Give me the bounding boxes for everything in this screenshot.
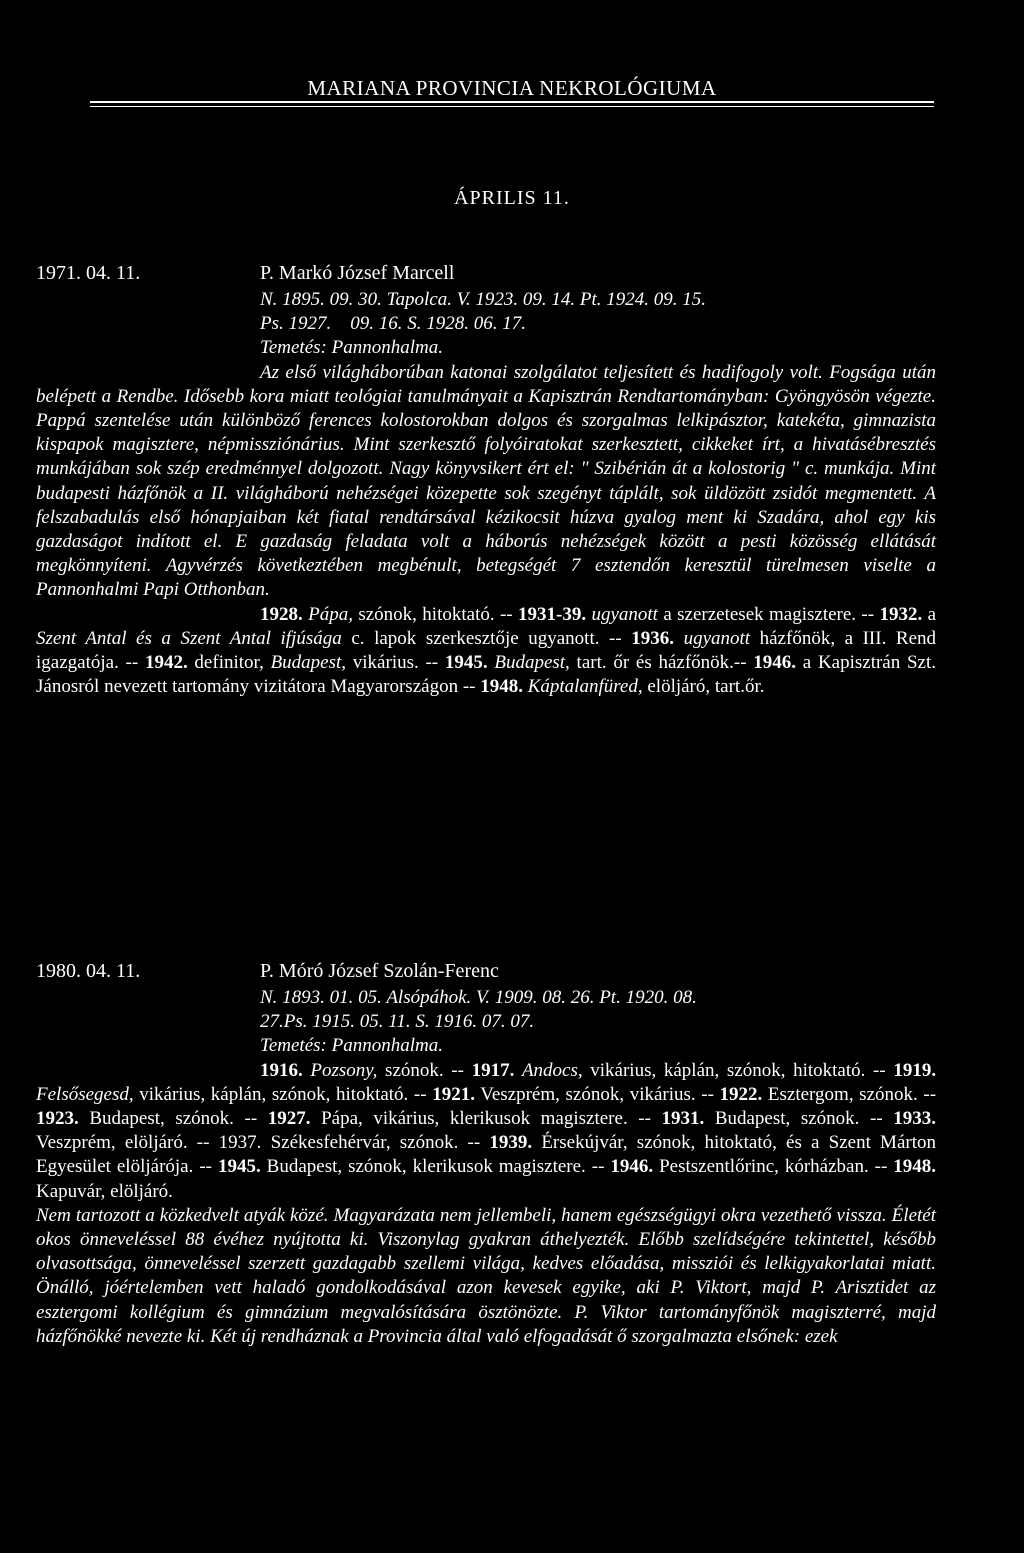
entry-body: [36, 986, 936, 1349]
career-place: Pozsony,: [310, 1059, 378, 1081]
career-role: szónok. --: [377, 1059, 464, 1081]
career-role: Érsekújvár, szónok, hitoktató, és a Szent Márton Egyesület elöljárója. --: [36, 1132, 936, 1178]
career-role: definitor,: [187, 652, 271, 674]
career-year: 1946.: [753, 652, 797, 674]
entry-career: [36, 603, 936, 700]
career-year: 1917.: [471, 1059, 515, 1081]
career-role: tart. őr és házfőnök.--: [569, 652, 747, 674]
header-rule-bottom: [90, 106, 934, 107]
career-place: Pápa,: [308, 603, 353, 625]
career-year: 1931.: [661, 1108, 705, 1130]
career-role: Pestszentlőrinc, kórházban. --: [653, 1156, 888, 1178]
career-role: házfőnök, a III. Rend igazgatója. --: [36, 627, 937, 674]
entry-career: [36, 1059, 936, 1204]
career-role: elöljáró, tart.őr.: [642, 676, 765, 698]
career-role: Budapest, szónok, klerikusok magisztere. --: [260, 1156, 605, 1178]
career-year: 1919.: [893, 1059, 937, 1081]
career-year: 1927.: [267, 1108, 311, 1130]
career-year: 1931-39.: [518, 603, 587, 625]
career-place: Káptalanfüred,: [527, 676, 643, 698]
career-year: 1942.: [144, 652, 188, 674]
career-year: 1936.: [631, 627, 674, 649]
career-place: Felsősegesd,: [36, 1083, 134, 1105]
entry-vital-1: N. 1895. 09. 30. Tapolca. V. 1923. 09. 14. Pt. 1924. 09. 15.: [260, 289, 706, 310]
career-title: Szent Antal és a Szent Antal ifjúsága: [36, 627, 342, 649]
career-place: ugyanott: [683, 627, 751, 649]
entry-bio: Nem tartozott a közkedvelt atyák közé. Magyarázata nem jellembeli, hanem egészségügyi okra vezethető vissza. Életét okos önneveléssel 88 évéhez nyújtotta ki. Viszonylag gyakran áthelyezték. Előbb szelídségére tekintettel, később olvasottsága, önneveléssel szerzett gazdagabb szellemi világa, kedves előadása, missziói és lelkigyakorlatai miatt. Önálló, jóértelemben vett haladó gondolkodásával azon kevesek egyike, aki P. Viktort, majd P. Arisztidet az esztergomi kollégium és gimnázium megvalósítására ösztönözte. P. Viktor tartományfőnök magiszterré, majd házfőnökké nevezte ki. Két új rendháznak a Provincia által való elfogadását ő szorgalmazta elsőnek: ezek: [36, 1204, 936, 1347]
career-role: vikárius, káplán, szónok, hitoktató. --: [133, 1083, 427, 1105]
career-role: a szerzetesek magisztere. --: [657, 603, 875, 625]
entry-date: 1971. 04. 11.: [36, 262, 141, 284]
career-place: ugyanott: [591, 603, 658, 625]
entry-burial: Temetés: Pannonhalma.: [260, 337, 443, 359]
entry-bio: Az első világháborúban katonai szolgálatot teljesített és hadifogoly volt. Fogsága után belépett a Rendbe. Idősebb kora miatt teológiai tanulmányait a Kapisztrán Rendtartományban: Gyöngyösön végezte. Pappá szentelése után különböző ferences kolostorokban dolgos és szorgalmas lelkipásztor, katekéta, gimnazista kispapok magisztere, népmissziónárius. Mint szerkesztő folyóiratokat szerkesztett, cikkeket írt, a hivatásébresztés munkájában sok szép eredménnyel dolgozott. Nagy könyvsikert ért el: " Szibérián át a kolostorig " c. munkája. Mint budapesti házfőnök a II. világháború nehézségei közepette sok szegényt táplált, sok üldözött zsidót megmentett. A felszabadulás első hónapjaiban két fiatal rendtársával kézikocsit húzva gyalog ment ki Szadára, ahol egy kis gazdaságot indított el. E gazdaság feladata volt a háborús nehézségek között a pesti közösség ellátását megkönnyíteni. Agyvérzés következtében megbénult, betegségét 7 esztendőn keresztül türelmesen viselte a Pannonhalmi Papi Otthonban.: [36, 361, 936, 601]
career-role: Pápa, vikárius, klerikusok magisztere. --: [310, 1108, 651, 1130]
career-role: Budapest, szónok. --: [78, 1108, 258, 1130]
career-year: 1932.: [879, 603, 923, 625]
entry-name: [260, 960, 499, 983]
career-place: Budapest,: [270, 652, 347, 674]
entry-name-main: Ferenc: [444, 960, 499, 982]
career-role: Veszprém, elöljáró. -- 1937. Székesfehérvár, szónok. --: [36, 1132, 481, 1154]
career-year: 1916.: [260, 1059, 303, 1081]
career-place: Andocs,: [521, 1059, 583, 1081]
header-rule-top: [90, 101, 934, 103]
career-role: szónok, hitoktató. --: [352, 603, 513, 625]
career-year: 1948.: [480, 676, 523, 698]
career-year: 1922.: [719, 1083, 763, 1105]
career-role: a Kapisztrán Szt. Jánosról nevezett tartomány vizitátora Magyarországon --: [36, 652, 936, 698]
entry-body: [36, 288, 936, 699]
entry-vital-2: 27.Ps. 1915. 05. 11. S. 1916. 07. 07.: [260, 1011, 535, 1033]
career-year: 1945.: [444, 652, 488, 674]
entry-name-prefix: P. Markó József: [260, 262, 393, 284]
entry-burial: Temetés: Pannonhalma.: [260, 1035, 443, 1057]
career-place: Budapest,: [494, 652, 570, 674]
career-year: 1921.: [432, 1083, 475, 1105]
entry-name: [260, 262, 454, 285]
career-year: 1939.: [489, 1132, 533, 1154]
career-role: Kapuvár, elöljáró.: [36, 1180, 173, 1202]
section-date: ÁPRILIS 11.: [454, 187, 570, 209]
career-year: 1933.: [893, 1108, 936, 1130]
career-role: a: [922, 603, 937, 625]
career-year: 1945.: [217, 1156, 261, 1178]
career-role: vikárius. --: [346, 652, 445, 674]
entry-vital-1: N. 1893. 01. 05. Alsópáhok. V. 1909. 08. 26. Pt. 1920. 08.: [260, 987, 697, 1008]
entry-name-main: Marcell: [392, 262, 455, 284]
entry-name-prefix: P. Móró József Szolán-: [260, 960, 445, 982]
career-year: 1923.: [36, 1108, 79, 1130]
career-year: 1948.: [893, 1156, 937, 1178]
career-year: 1928.: [260, 603, 303, 625]
career-role: Budapest, szónok. --: [704, 1108, 883, 1130]
career-role: c. lapok szerkesztője ugyanott. --: [341, 627, 622, 649]
page-header-title: MARIANA PROVINCIA NEKROLÓGIUMA: [307, 76, 717, 100]
entry-date: 1980. 04. 11.: [36, 960, 141, 982]
career-year: 1946.: [610, 1156, 654, 1178]
entry-vital-2: Ps. 1927. 09. 16. S. 1928. 06. 17.: [260, 313, 526, 335]
career-role: vikárius, káplán, szónok, hitoktató. --: [582, 1059, 886, 1081]
career-role: Veszprém, szónok, vikárius. --: [474, 1083, 714, 1105]
career-role: Esztergom, szónok. --: [762, 1083, 937, 1105]
